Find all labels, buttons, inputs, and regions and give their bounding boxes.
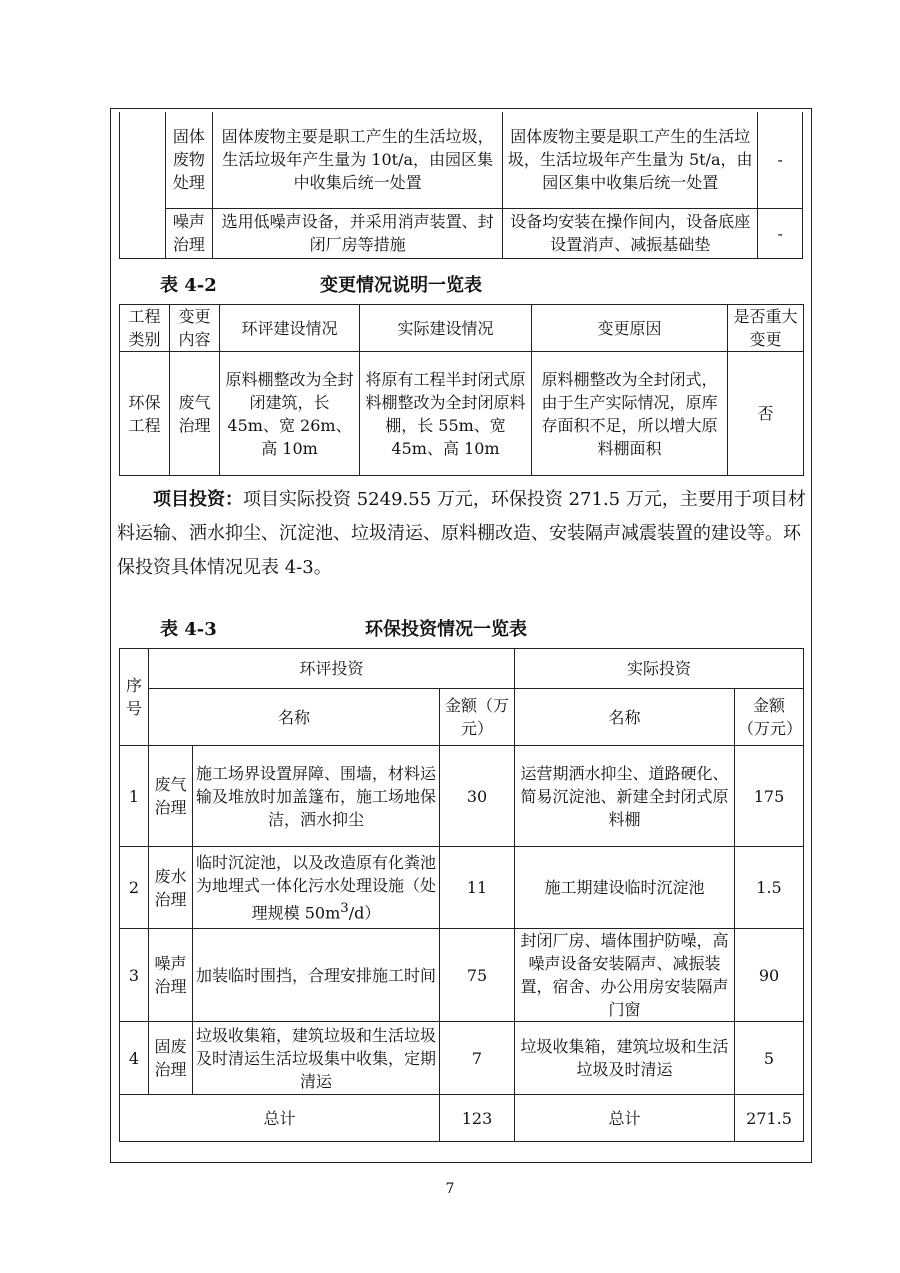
eia-cell: 选用低噪声设备，并采用消声装置、封闭厂房等措施 [213, 208, 503, 258]
superscript: 3 [340, 900, 349, 916]
header-cell: 是否重大变更 [728, 305, 804, 352]
investment-paragraph [117, 483, 807, 585]
actual-cell: 设备均安装在操作间内，设备底座设置消声、减振基础垫 [503, 208, 758, 258]
eia-amount-cell: 7 [440, 1022, 515, 1095]
eia-cell: 固体废物主要是职工产生的生活垃圾，生活垃圾年产生量为 10t/a，由园区集中收集后统一处置 [213, 112, 503, 208]
header-actual-amount: 金额（万元） [735, 689, 804, 746]
body-cell: 废气治理 [170, 352, 220, 476]
table-row [120, 746, 804, 847]
table-row [120, 847, 804, 929]
body-cell: 否 [728, 352, 804, 476]
total-label-cell: 总计 [120, 1095, 440, 1142]
category-cell: 废气治理 [149, 746, 193, 847]
table-header-row [120, 649, 804, 689]
eia-name-cell: 垃圾收集箱，建筑垃圾和生活垃圾及时清运生活垃圾集中收集，定期清运 [193, 1022, 440, 1095]
table-header-row [120, 305, 804, 352]
table-4-2-label: 表 4-2 [160, 275, 217, 296]
table-4-1-continuation [119, 112, 803, 259]
category-cell: 固废治理 [149, 1022, 193, 1095]
table-row [120, 1022, 804, 1095]
header-cell: 变更内容 [170, 305, 220, 352]
eia-amount-cell: 11 [440, 847, 515, 929]
category-cell: 废水治理 [149, 847, 193, 929]
header-actual: 实际投资 [515, 649, 804, 689]
item-cell: 噪声治理 [165, 208, 213, 258]
seq-cell: 1 [120, 746, 149, 847]
eia-name-cell [193, 847, 440, 929]
actual-name-cell: 施工期建设临时沉淀池 [515, 847, 735, 929]
header-actual-name: 名称 [515, 689, 735, 746]
eia-name-cell: 加装临时围挡，合理安排施工时间 [193, 929, 440, 1022]
actual-amount-cell: 175 [735, 746, 804, 847]
table-row [120, 208, 803, 258]
header-cell: 变更原因 [532, 305, 728, 352]
item-cell: 固体废物处理 [165, 112, 213, 208]
seq-cell: 3 [120, 929, 149, 1022]
investment-label: 项目投资： [153, 489, 243, 510]
actual-name-cell: 封闭厂房、墙体围护防噪，高噪声设备安装隔声、减振装置，宿舍、办公用房安装隔声门窗 [515, 929, 735, 1022]
table-4-3-title: 环保投资情况一览表 [365, 619, 527, 640]
change-cell: - [758, 208, 803, 258]
header-cell: 环评建设情况 [220, 305, 360, 352]
actual-total-label-cell: 总计 [515, 1095, 735, 1142]
page-number: 7 [445, 1181, 455, 1197]
header-eia: 环评投资 [149, 649, 515, 689]
seq-cell: 2 [120, 847, 149, 929]
eia-name-text: 临时沉淀池，以及改造原有化粪池为地埋式一体化污水处理设施（处理规模 50m [196, 852, 437, 923]
table-row [120, 929, 804, 1022]
eia-name-text-end: /d） [348, 903, 381, 923]
actual-amount-cell: 90 [735, 929, 804, 1022]
category-cell-blank [120, 112, 166, 258]
eia-amount-cell: 75 [440, 929, 515, 1022]
eia-total-cell: 123 [440, 1095, 515, 1142]
header-eia-name: 名称 [149, 689, 440, 746]
body-cell: 原料棚整改为全封闭建筑，长 45m、宽 26m、高 10m [220, 352, 360, 476]
body-cell: 将原有工程半封闭式原料棚整改为全封闭原料棚，长 55m、宽 45m、高 10m [360, 352, 532, 476]
actual-name-cell: 运营期洒水抑尘、道路硬化、简易沉淀池、新建全封闭式原料棚 [515, 746, 735, 847]
table-4-3-label: 表 4-3 [160, 619, 217, 640]
eia-amount-cell: 30 [440, 746, 515, 847]
investment-text: 项目实际投资 5249.55 万元，环保投资 271.5 万元，主要用于项目材料运输、洒水抑尘、沉淀池、垃圾清运、原料棚改造、安装隔声减震装置的建设等。环保投资具体情况见表 4-3。 [117, 489, 806, 578]
eia-name-cell: 施工场界设置屏障、围墙，材料运输及堆放时加盖篷布，施工场地保洁，洒水抑尘 [193, 746, 440, 847]
actual-cell: 固体废物主要是职工产生的生活垃圾，生活垃圾年产生量为 5t/a，由园区集中收集后统一处置 [503, 112, 758, 208]
header-seq: 序号 [120, 649, 149, 746]
actual-amount-cell: 5 [735, 1022, 804, 1095]
table-row [120, 352, 804, 476]
category-cell: 噪声治理 [149, 929, 193, 1022]
header-cell: 工程类别 [120, 305, 170, 352]
actual-total-cell: 271.5 [735, 1095, 804, 1142]
actual-name-cell: 垃圾收集箱，建筑垃圾和生活垃圾及时清运 [515, 1022, 735, 1095]
header-cell: 实际建设情况 [360, 305, 532, 352]
table-4-2-title: 变更情况说明一览表 [320, 275, 482, 296]
table-4-2 [119, 304, 804, 476]
seq-cell: 4 [120, 1022, 149, 1095]
body-cell: 环保工程 [120, 352, 170, 476]
header-eia-amount: 金额（万元） [440, 689, 515, 746]
table-row [120, 112, 803, 208]
total-row [120, 1095, 804, 1142]
actual-amount-cell: 1.5 [735, 847, 804, 929]
change-cell: - [758, 112, 803, 208]
table-4-3 [119, 648, 804, 1142]
table-header-row [120, 689, 804, 746]
body-cell: 原料棚整改为全封闭式，由于生产实际情况，原库存面积不足，所以增大原料棚面积 [532, 352, 728, 476]
